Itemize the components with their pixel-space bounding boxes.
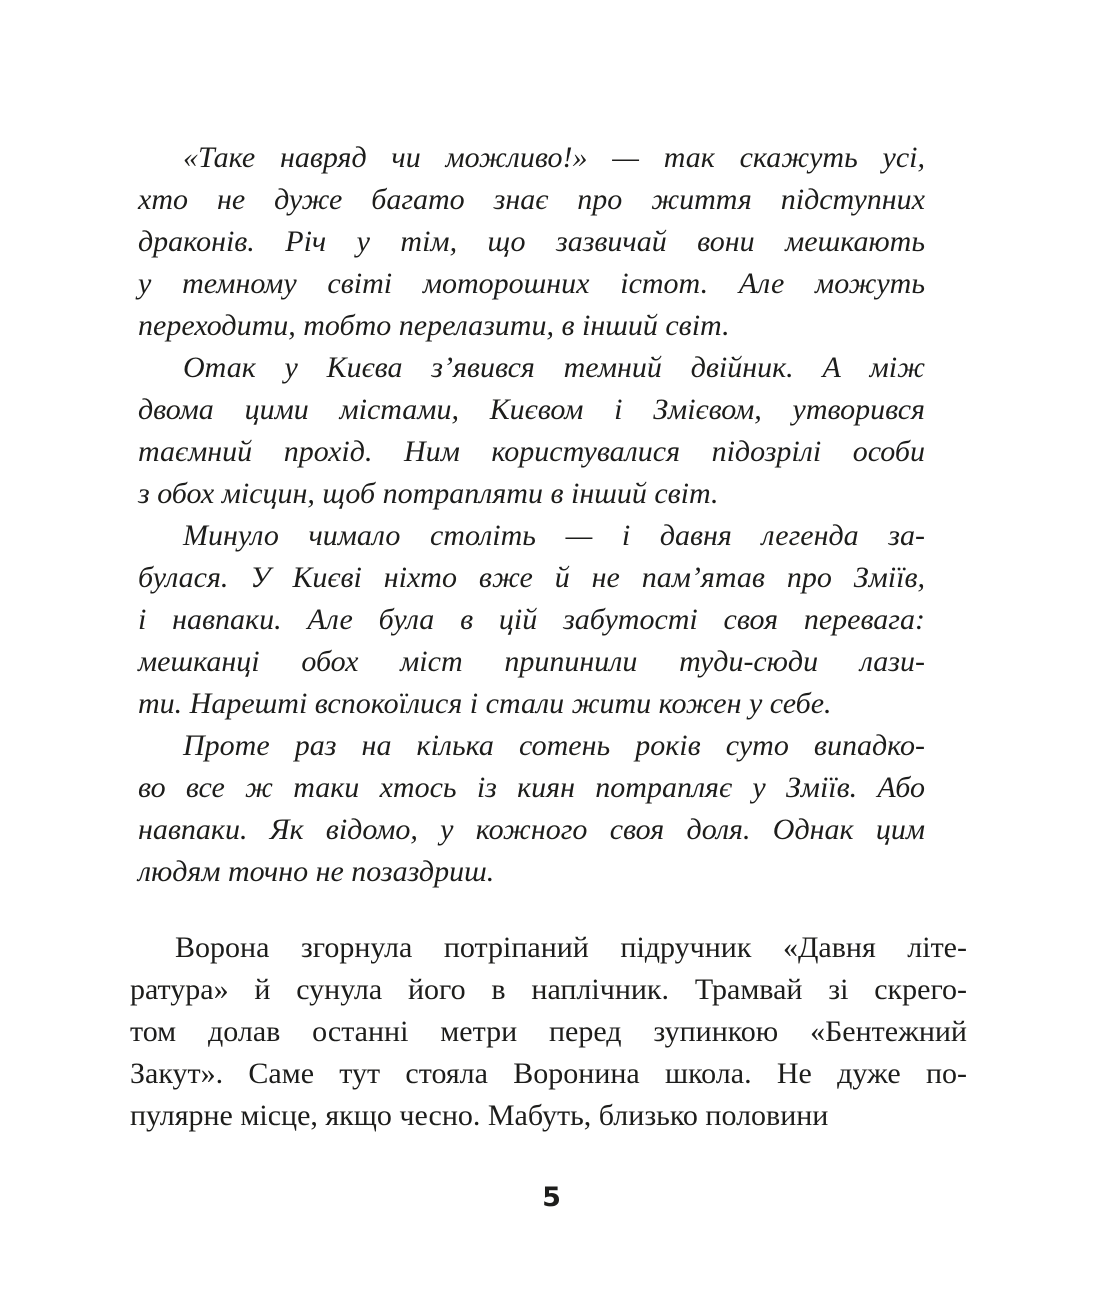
text-line: Проте раз на кілька сотень років суто випадко- xyxy=(183,729,925,762)
text-line: і навпаки. Але була в цій забутості своя перевага: xyxy=(138,603,925,636)
text-line: хто не дуже багато знає про життя підступних xyxy=(138,183,925,216)
paragraph xyxy=(130,927,967,1137)
text-line: ратура» й сунула його в наплічник. Трамвай зі скрего- xyxy=(130,973,967,1006)
text-line: мешканці обох міст припинили туди-сюди лази- xyxy=(138,645,925,678)
paragraph xyxy=(138,347,925,515)
text-line: Ворона згорнула потріпаний підручник «Давня літе- xyxy=(175,931,967,964)
text-line: з обох місцин, щоб потрапляти в інший світ. xyxy=(138,477,719,510)
text-line: Минуло чимало століть — і давня легенда за- xyxy=(183,519,925,552)
text-line: драконів. Річ у тім, що зазвичай вони мешкають xyxy=(138,225,925,258)
page-number: 5 xyxy=(542,1182,561,1213)
text-line: «Таке навряд чи можливо!» — так скажуть усі, xyxy=(183,141,925,174)
text-line: ти. Нарешті вспокоїлися і стали жити кожен у себе. xyxy=(138,687,832,720)
text-line: Отак у Києва з’явився темний двійник. А між xyxy=(183,351,925,384)
text-line: навпаки. Як відомо, у кожного своя доля. Однак цим xyxy=(138,813,925,846)
text-line: пулярне місце, якщо чесно. Мабуть, близько половини xyxy=(130,1099,829,1132)
text-line: булася. У Києві ніхто вже й не пам’ятав про Зміїв, xyxy=(138,561,925,594)
text-area xyxy=(130,137,967,1137)
text-line: таємний прохід. Ним користувалися підозрілі особи xyxy=(138,435,925,468)
paragraph xyxy=(138,725,925,893)
text-line: том долав останні метри перед зупинкою «Бентежний xyxy=(130,1015,967,1048)
quote-block xyxy=(130,137,967,893)
text-line: у темному світі моторошних істот. Але можуть xyxy=(138,267,925,300)
paragraph xyxy=(138,515,925,725)
text-line: переходити, тобто перелазити, в інший світ. xyxy=(138,309,730,342)
text-line: двома цими містами, Києвом і Змієвом, утворився xyxy=(138,393,925,426)
text-line: Закут». Саме тут стояла Воронина школа. Не дуже по- xyxy=(130,1057,967,1090)
paragraph xyxy=(138,137,925,347)
body-block xyxy=(130,927,967,1137)
text-line: во все ж таки хтось із киян потрапляє у Зміїв. Або xyxy=(138,771,925,804)
text-line: людям точно не позаздриш. xyxy=(138,855,495,888)
